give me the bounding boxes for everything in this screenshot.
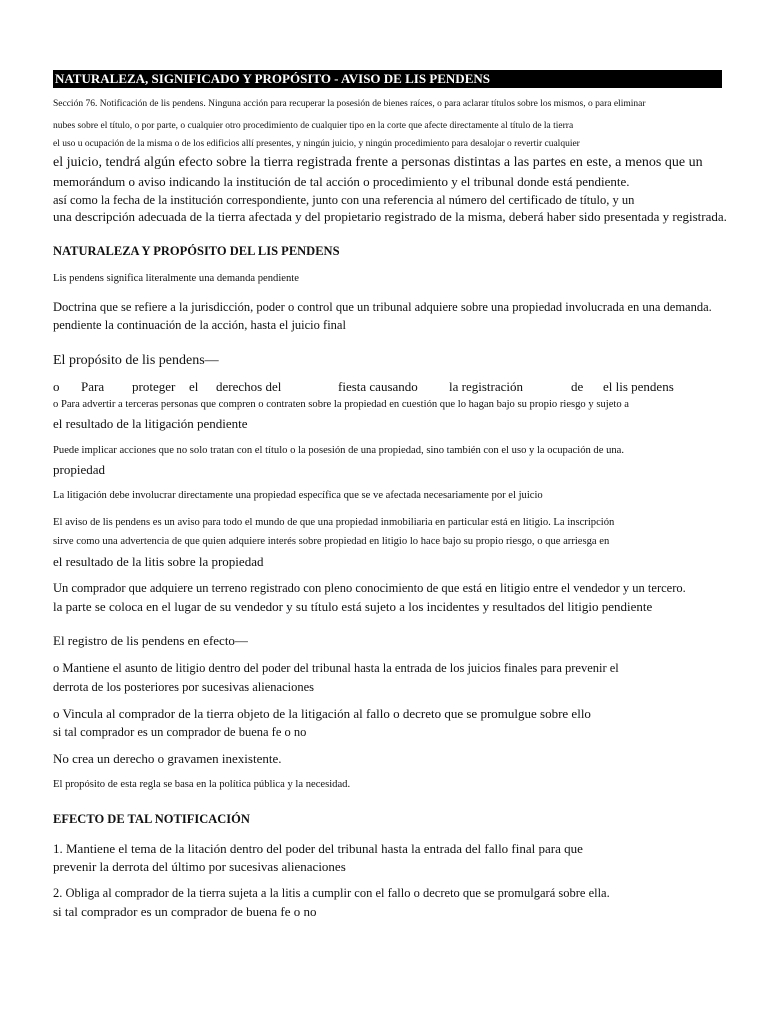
registration-1-line-1: o Mantiene el asunto de litigio dentro del poder del tribunal hasta la entrada de los juicios finales para prevenir el [53,661,619,675]
purpose-row-word: la registración [449,379,523,394]
registration-2-line-2: si tal comprador es un comprador de buena fe o no [53,725,307,739]
purpose-2-line-1: o Para advertir a terceras personas que compren o contraten sobre la propiedad en cuestión que lo hagan bajo su propio riesgo y sujeto a [53,399,629,410]
notice-line-3: el resultado de la litis sobre la propiedad [53,554,264,569]
nature-heading: NATURALEZA Y PROPÓSITO DEL LIS PENDENS [53,244,340,258]
notice-line-1: El aviso de lis pendens es un aviso para todo el mundo de que una propiedad inmobiliaria en particular está en litigio. La inscripción [53,517,615,528]
effect-1-line-1: 1. Mantiene el tema de la litación dentro del poder del tribunal hasta la entrada del fallo final para que [53,841,583,856]
purpose-row [53,379,710,397]
purpose-row-word: el [189,379,199,394]
registration-1-line-2: derrota de los posteriores por sucesivas alienaciones [53,680,315,694]
implies-line-1: Puede implicar acciones que no solo tratan con el título o la posesión de una propiedad, sino también con el uso y la ocupación de una. [53,445,625,456]
buyer-line-1: Un comprador que adquiere un terreno registrado con pleno conocimiento de que está en litigio entre el vendedor y un tercero. [53,581,686,595]
effect-1-line-2: prevenir la derrota del último por sucesivas alienaciones [53,859,346,874]
effect-2-line-2: si tal comprador es un comprador de buena fe o no [53,904,317,919]
section76-line-3: el uso u ocupación de la misma o de los edificios allí presentes, y ningún juicio, y ningún procedimiento para desalojar o revertir cualquier [53,139,580,149]
effect-heading: EFECTO DE TAL NOTIFICACIÓN [53,812,250,826]
purpose-row-word: de [571,379,584,394]
purpose-row-word: fiesta causando [338,379,418,394]
buyer-line-2: la parte se coloca en el lugar de su vendedor y su título está sujeto a los incidentes y resultados del litigio pendiente [53,599,653,614]
litigation-text: La litigación debe involucrar directamente una propiedad específica que se ve afectada necesariamente por el juicio [53,490,543,501]
registration-2-line-1: o Vincula al comprador de la tierra objeto de la litigación al fallo o decreto que se promulgue sobre ello [53,706,591,721]
meaning-text: Lis pendens significa literalmente una demanda pendiente [53,273,299,284]
implies-line-2: propiedad [53,462,105,477]
purpose-row-word: Para [81,379,105,394]
notice-line-2: sirve como una advertencia de que quien adquiere interés sobre propiedad en litigio lo hace bajo su propio riesgo, o que arriesga en [53,536,610,547]
purpose-row-word: el lis pendens [603,379,674,394]
section76-line-1: Sección 76. Notificación de lis pendens. Ninguna acción para recuperar la posesión de bienes raíces, o para aclarar títulos sobre los mismos, o para eliminar [53,99,646,109]
section76-line-6: así como la fecha de la institución correspondiente, junto con una referencia al número del certificado de título, y un [53,193,635,207]
effect-2-line-1: 2. Obliga al comprador de la tierra sujeta a la litis a cumplir con el fallo o decreto que se promulgará sobre ella. [53,886,610,900]
section76-line-5: memorándum o aviso indicando la institución de tal acción o procedimiento y el tribunal donde está pendiente. [53,174,630,189]
purpose-2-line-2: el resultado de la litigación pendiente [53,416,248,431]
page-title: NATURALEZA, SIGNIFICADO Y PROPÓSITO - AVISO DE LIS PENDENS [53,70,722,88]
section76-line-7: una descripción adecuada de la tierra afectada y del propietario registrado de la misma, deberá haber sido presentada y registrada. [53,209,727,224]
purpose-row-word: proteger [132,379,176,394]
purpose-heading: El propósito de lis pendens— [53,353,219,368]
doctrine-line-1: Doctrina que se refiere a la jurisdicción, poder o control que un tribunal adquiere sobre una propiedad involucrada en una demanda. [53,300,712,314]
purpose-row-word: o [53,379,60,394]
registration-heading: El registro de lis pendens en efecto— [53,633,248,648]
policy-text: El propósito de esta regla se basa en la política pública y la necesidad. [53,779,351,790]
doctrine-line-2: pendiente la continuación de la acción, hasta el juicio final [53,318,346,332]
section76-line-2: nubes sobre el título, o por parte, o cualquier otro procedimiento de cualquier tipo en la corte que afecte directamente al título de la tierra [53,121,574,131]
purpose-row-word: derechos del [216,379,282,394]
section76-line-4: el juicio, tendrá algún efecto sobre la tierra registrada frente a personas distintas a las partes en este, a menos que un [53,155,703,170]
no-right-text: No crea un derecho o gravamen inexistente. [53,751,282,766]
